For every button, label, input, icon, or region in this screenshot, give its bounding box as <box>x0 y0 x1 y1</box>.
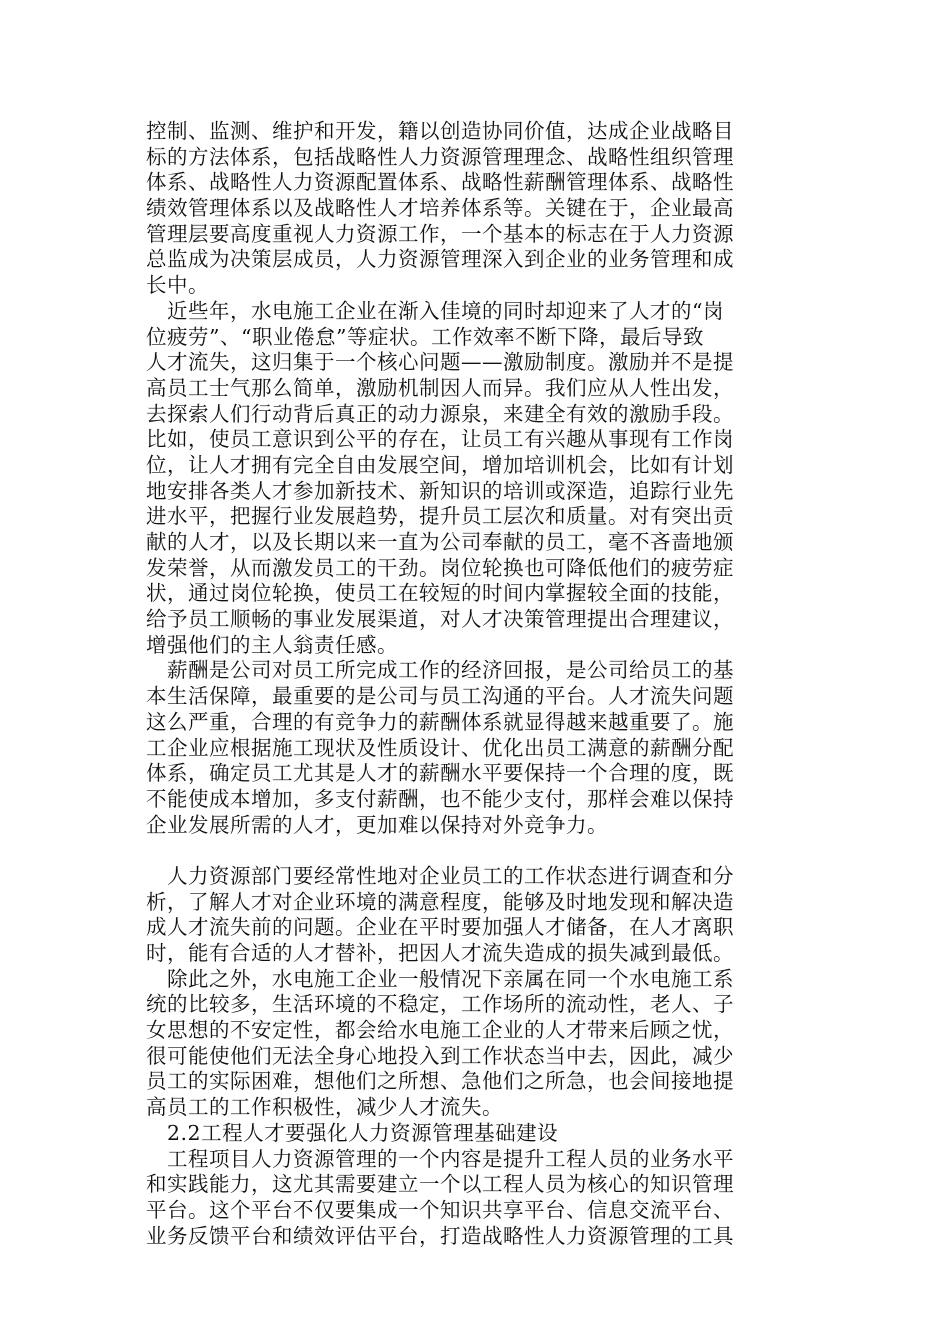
text-line: 控制、监测、维护和开发，籍以创造协同价值，达成企业战略目 <box>146 119 734 143</box>
text-line: 员工的实际困难，想他们之所想、急他们之所急，也会间接地提 <box>146 1069 734 1094</box>
text-line: 长中。 <box>146 273 209 298</box>
text-line: 体系，确定员工尤其是人才的薪酬水平要保持一个合理的度，既 <box>146 761 734 786</box>
text-line: 女思想的不安定性，都会给水电施工企业的人才带来后顾之忧， <box>146 1018 734 1043</box>
text-line: 人才流失，这归集于一个核心问题——激励制度。激励并不是提 <box>146 350 734 375</box>
text-line: 工程项目人力资源管理的一个内容是提升工程人员的业务水平 <box>167 1146 734 1171</box>
text-line: 给予员工顺畅的事业发展渠道，对人才决策管理提出合理建议， <box>146 607 734 632</box>
text-line: 献的人才，以及长期以来一直为公司奉献的员工，毫不吝啬地颁 <box>146 530 734 554</box>
para-strategic-hr-system <box>146 119 796 299</box>
para-hr-survey <box>146 864 796 967</box>
text-line: 增强他们的主人翁责任感。 <box>146 632 398 657</box>
text-line: 不能使成本增加，多支付薪酬，也不能少支付，那样会难以保持 <box>146 786 734 811</box>
text-line: 状，通过岗位轮换，使员工在较短的时间内掌握较全面的技能， <box>146 581 734 606</box>
text-line: 和实践能力，这尤其需要建立一个以工程人员为核心的知识管理 <box>146 1172 734 1197</box>
text-line: 企业发展所需的人才，更加难以保持对外竞争力。 <box>146 812 608 837</box>
text-line: 时，能有合适的人才替补，把因人才流失造成的损失减到最低。 <box>146 941 734 965</box>
paragraph-spacing <box>146 838 796 864</box>
text-line: 地安排各类人才参加新技术、新知识的培训或深造，追踪行业先 <box>146 478 734 503</box>
section-heading-2-2 <box>146 1121 796 1147</box>
text-line: 工企业应根据施工现状及性质设计、优化出员工满意的薪酬分配 <box>146 735 734 760</box>
text-line: 业务反馈平台和绩效评估平台，打造战略性人力资源管理的工具 <box>146 1223 734 1248</box>
text-line: 统的比较多，生活环境的不稳定，工作场所的流动性，老人、子 <box>146 992 734 1017</box>
text-line: 发荣誉，从而激发员工的干劲。岗位轮换也可降低他们的疲劳症 <box>146 555 734 580</box>
para-knowledge-platform <box>146 1147 796 1250</box>
text-line: 本生活保障，最重要的是公司与员工沟通的平台。人才流失问题 <box>146 684 734 709</box>
text-line: 近些年，水电施工企业在渐入佳境的同时却迎来了人才的“岗 <box>167 298 724 323</box>
text-line: 总监成为决策层成员，人力资源管理深入到企业的业务管理和成 <box>146 247 734 272</box>
text-line: 绩效管理体系以及战略性人才培养体系等。关键在于，企业最高 <box>146 196 734 221</box>
text-line: 去探索人们行动背后真正的动力源泉，来建全有效的激励手段。 <box>146 401 734 426</box>
text-line: 位疲劳”、“职业倦怠”等症状。工作效率不断下降，最后导致 <box>146 324 704 349</box>
para-family-concerns <box>146 967 796 1121</box>
text-line: 人力资源部门要经常性地对企业员工的工作状态进行调查和分 <box>167 863 734 888</box>
text-line: 这么严重，合理的有竞争力的薪酬体系就显得越来越重要了。施 <box>146 709 734 734</box>
para-salary-system <box>146 658 796 838</box>
text-line: 高员工的工作积极性，减少人才流失。 <box>146 1095 503 1120</box>
text-line: 很可能使他们无法全身心地投入到工作状态当中去，因此，减少 <box>146 1043 734 1068</box>
text-line: 成人才流失前的问题。企业在平时要加强人才储备，在人才离职 <box>146 915 734 940</box>
text-line: 2.2工程人才要强化人力资源管理基础建设 <box>167 1120 559 1145</box>
text-line: 进水平，把握行业发展趋势，提升员工层次和质量。对有突出贡 <box>146 504 734 529</box>
text-line: 高员工士气那么简单，激励机制因人而异。我们应从人性出发， <box>146 375 734 400</box>
text-line: 薪酬是公司对员工所完成工作的经济回报，是公司给员工的基 <box>167 658 734 683</box>
text-line: 平台。这个平台不仅要集成一个知识共享平台、信息交流平台、 <box>146 1197 734 1222</box>
document-body <box>146 119 796 1249</box>
text-line: 管理层要高度重视人力资源工作，一个基本的标志在于人力资源 <box>146 221 734 246</box>
text-line: 位，让人才拥有完全自由发展空间，增加培训机会，比如有计划 <box>146 452 734 477</box>
text-line: 体系、战略性人力资源配置体系、战略性薪酬管理体系、战略性 <box>146 170 734 195</box>
text-line: 析，了解人才对企业环境的满意程度，能够及时地发现和解决造 <box>146 889 734 914</box>
text-line: 标的方法体系，包括战略性人力资源管理理念、战略性组织管理 <box>146 144 734 169</box>
para-incentive-system <box>146 299 796 659</box>
text-line: 除此之外，水电施工企业一般情况下亲属在同一个水电施工系 <box>167 966 734 991</box>
text-line: 比如，使员工意识到公平的存在，让员工有兴趣从事现有工作岗 <box>146 427 734 452</box>
